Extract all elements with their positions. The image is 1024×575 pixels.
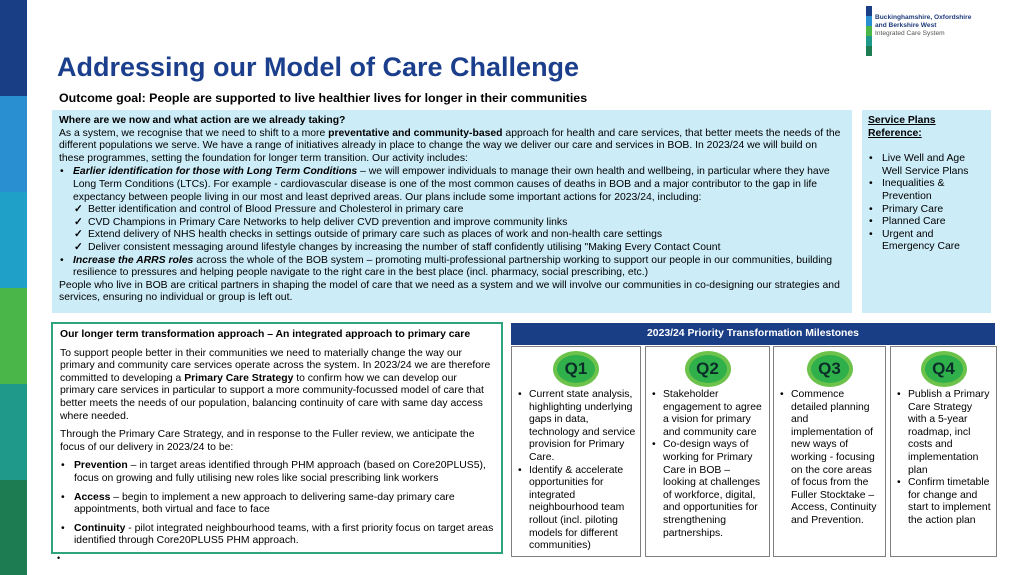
list-item: • Stakeholder engagement to agree a vision for primary and community care <box>663 389 765 439</box>
ics-logo <box>866 6 1016 56</box>
logo-mark <box>866 6 872 56</box>
check-item: ✓ CVD Champions in Primary Care Networks to help deliver CVD prevention and improve community links <box>88 217 844 230</box>
transformation-approach-panel <box>51 322 503 554</box>
current-intro: As a system, we recognise that we need to shift to a more preventative and community-based approach for health and care services, that better meets the needs of the different populations we serve. We have a range of initiatives already in place to change the way we deliver our care and services in BOB. In 2023/24 we will build on these programmes, setting the foundation for longer term transition. Our activity includes: <box>59 127 841 164</box>
outcome-goal: Outcome goal: People are supported to live healthier lives for longer in their communities <box>59 91 588 105</box>
ltc-actions-list <box>73 204 844 254</box>
page-title: Addressing our Model of Care Challenge <box>57 52 580 82</box>
quarter-q1 <box>511 346 641 557</box>
current-actions-panel <box>52 110 852 313</box>
stripe-teal <box>0 384 27 480</box>
q1-badge: Q1 <box>553 351 599 387</box>
current-closing: People who live in BOB are critical partners in shaping the model of care that we need as a system and we will involve our communities in co-designing our strategies and services, ensuring no individual or group is left out. <box>59 279 840 304</box>
stray-bullet: • <box>57 553 61 563</box>
q3-badge: Q3 <box>807 351 853 387</box>
service-plans-heading: Service Plans Reference: <box>868 115 936 139</box>
approach-item-continuity: • Continuity - pilot integrated neighbourhood teams, with a first priority focus on target areas identified through Core20PLUS5 PHM approach. <box>74 523 494 548</box>
quarter-q2 <box>645 346 770 557</box>
approach-heading: Our longer term transformation approach – An integrated approach to primary care <box>60 329 471 340</box>
approach-item-prevention: • Prevention – in target areas identified through PHM approach (based on Core20PLUS5), focus on growing and fully utilising new roles like social prescribing link workers <box>74 460 494 485</box>
list-item: • Urgent and Emergency Care <box>882 229 985 254</box>
list-item: • Co-design ways of working for Primary Care in BOB – looking at challenges of workforce, digital, and opportunities for strengthening partnerships. <box>663 439 765 540</box>
service-plans-panel <box>862 110 991 313</box>
stripe-cyan <box>0 192 27 288</box>
stripe-dark-green <box>0 480 27 575</box>
list-item: • Planned Care <box>882 216 985 229</box>
list-item: • Primary Care <box>882 204 985 217</box>
q4-badge: Q4 <box>921 351 967 387</box>
list-item: • Identify & accelerate opportunities for integrated neighbourhood team rollout (incl. piloting models for different communities) <box>529 465 636 553</box>
list-item: • Publish a Primary Care Strategy with a 5-year roadmap, incl costs and implementation plan <box>908 389 992 477</box>
q4-list <box>891 389 996 528</box>
quarter-q3 <box>773 346 886 557</box>
approach-para-2: Through the Primary Care Strategy, and in response to the Fuller review, we anticipate the focus of our delivery in 2023/24 to be: <box>60 429 475 453</box>
q2-list <box>646 389 769 540</box>
list-item: • Live Well and Age Well Service Plans <box>882 153 985 178</box>
approach-para-1: To support people better in their communities we need to materially change the way our primary and community care services operate across the system. In 2023/24 we are therefore committed to developing a Primary Care Strategy to confirm how we can develop our primary care services in particular to support a more community-focussed model of care that better meets the needs of our population, balancing continuity of care with same day access where needed. <box>60 347 491 422</box>
check-item: ✓ Better identification and control of Blood Pressure and Cholesterol in primary care <box>88 204 844 217</box>
q2-badge: Q2 <box>685 351 731 387</box>
list-item: • Inequalities & Prevention <box>882 178 985 203</box>
current-item-arrs: • Increase the ARRS roles across the whole of the BOB system – promoting multi-professional partnership working to support our people in our communities, building resilience to pressures and helping people navigate to the right care in the best place (incl. pharmacy, social prescribing, etc.) <box>73 255 844 280</box>
check-item: ✓ Extend delivery of NHS health checks in settings outside of primary care such as places of work and non-health care settings <box>88 229 844 242</box>
approach-item-access: • Access – begin to implement a new approach to delivering same-day primary care appointments, both virtual and face to face <box>74 492 494 517</box>
current-heading: Where are we now and what action are we already taking? <box>59 115 346 126</box>
milestones-header: 2023/24 Priority Transformation Milestones <box>511 323 995 345</box>
list-item: • Current state analysis, highlighting underlying gaps in data, technology and service provision for Primary Care. <box>529 389 636 465</box>
stripe-blue <box>0 0 27 96</box>
quarter-q4 <box>890 346 997 557</box>
q1-list <box>512 389 640 553</box>
list-item: • Commence detailed planning and implementation of new ways of working - focusing on the core areas of focus from the Fuller Stocktake – Access, Continuity and Prevention. <box>791 389 881 528</box>
current-list <box>59 166 844 279</box>
check-item: ✓ Deliver consistent messaging around lifestyle changes by increasing the number of staff confidently utilising "Making Every Contact Count <box>88 242 844 255</box>
approach-list <box>60 460 494 548</box>
current-item-ltc: • Earlier identification for those with Long Term Conditions – we will empower individuals to manage their own health and wellbeing, in particular where they have Long Term Conditions (LTCs). For example - cardiovascular disease is one of the most common causes of deaths in BOB and a major contributor to the gap in life expectancy between people living in our most and least deprived areas. Our plans include some important actions for 2023/24, including: ✓ Better identification and control of Blood Pressure and Cholesterol in primary care ✓ CVD Champions in Primary Care Networks to help deliver CVD prevention and improve community links ✓ Extend delivery of NHS health checks in settings outside of primary care such as places of work and non-health care settings ✓ Deliver consistent messaging around lifestyle changes by increasing the number of staff confidently utilising "Making Every Contact Count <box>73 166 844 254</box>
list-item: • Confirm timetable for change and start to implement the action plan <box>908 477 992 527</box>
stripe-green <box>0 288 27 384</box>
q3-list <box>774 389 885 528</box>
stripe-light-blue <box>0 96 27 192</box>
service-plans-list <box>868 153 985 254</box>
logo-text: Buckinghamshire, Oxfordshire and Berkshire West Integrated Care System <box>875 14 972 37</box>
